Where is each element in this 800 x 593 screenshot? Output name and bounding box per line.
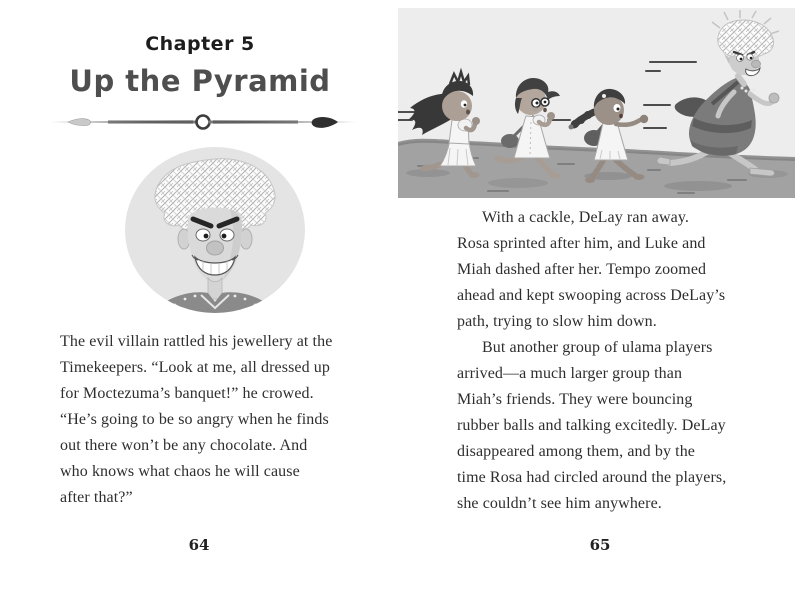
text-line: who knows what chaos he will cause — [60, 463, 300, 480]
text-line: Rosa sprinted after him, and Luke and — [457, 235, 706, 252]
text-line: Miah’s friends. They were bouncing — [457, 391, 693, 408]
right-page-number: 65 — [589, 536, 611, 554]
text-line: Timekeepers. “Look at me, all dressed up — [60, 359, 331, 376]
text-line: after that?” — [60, 489, 133, 506]
chapter-label: Chapter 5 — [145, 33, 255, 55]
chase-scene-illustration — [398, 8, 795, 198]
text-line: But another group of ulama players — [482, 339, 713, 356]
text-line: time Rosa had circled around the players, — [457, 469, 727, 486]
text-line: With a cackle, DeLay ran away. — [482, 209, 689, 226]
left-page-text — [60, 329, 332, 511]
right-page-text — [457, 205, 726, 517]
chapter-title: Up the Pyramid — [69, 64, 331, 98]
text-line: she couldn’t see him anywhere. — [457, 495, 662, 512]
text-line: rubber balls and talking excitedly. DeLay — [457, 417, 726, 434]
text-line: disappeared among them, and by the — [457, 443, 695, 460]
divider-center-circle — [197, 116, 210, 129]
text-line: out there won’t be any chocolate. And — [60, 437, 308, 454]
villain-portrait-illustration — [125, 147, 305, 313]
text-line: “He’s going to be so angry when he finds — [60, 411, 329, 428]
text-line: arrived—a much larger group than — [457, 365, 683, 382]
text-line: The evil villain rattled his jewellery at the — [60, 333, 333, 350]
left-page-number: 64 — [188, 536, 210, 554]
text-line: ahead and kept swooping across DeLay’s — [457, 287, 726, 304]
text-line: Miah dashed after her. Tempo zoomed — [457, 261, 707, 278]
satchel — [501, 134, 519, 148]
right-page — [400, 0, 800, 593]
text-line: path, trying to slow him down. — [457, 313, 657, 330]
chapter-divider-ornament — [48, 112, 358, 132]
text-line: for Moctezuma’s banquet!” he crowed. — [60, 385, 314, 402]
